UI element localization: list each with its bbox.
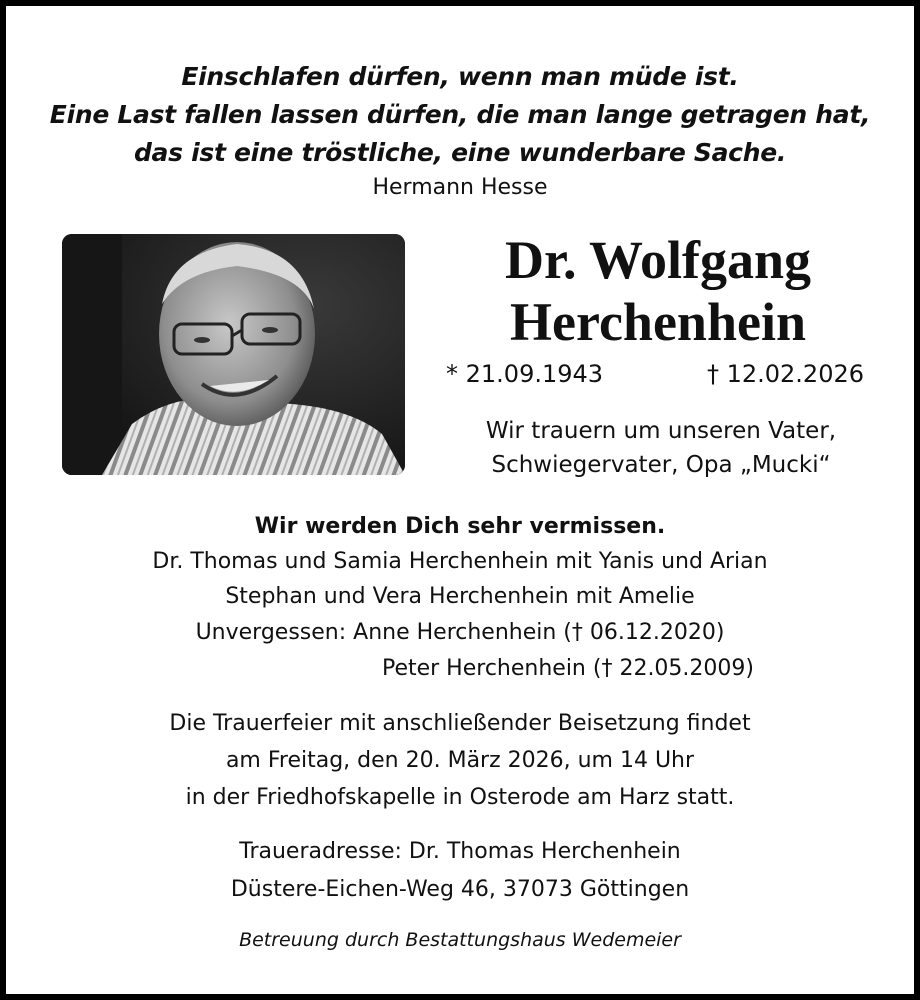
mourning-line-2: Schwiegervater, Opa „Mucki“ xyxy=(491,452,831,478)
family-line-3: Unvergessen: Anne Herchenhein († 06.12.2020) xyxy=(195,620,725,645)
life-dates xyxy=(446,358,886,390)
quote xyxy=(6,58,914,172)
death-date: † 12.02.2026 xyxy=(706,360,864,388)
mourning-text xyxy=(446,414,876,482)
birth-date: * 21.09.1943 xyxy=(446,360,604,388)
quote-line-2: Eine Last fallen lassen dürfen, die man lange getragen hat, xyxy=(49,100,871,129)
miss-statement: Wir werden Dich sehr vermissen. xyxy=(254,514,666,539)
quote-line-1: Einschlafen dürfen, wenn man müde ist. xyxy=(181,62,739,91)
ceremony-line-2: am Freitag, den 20. März 2026, um 14 Uhr xyxy=(225,748,695,773)
ceremony-line-1: Die Trauerfeier mit anschließender Beisetzung findet xyxy=(169,711,751,736)
deceased-name-first: Dr. Wolfgang xyxy=(504,230,812,290)
funeral-home-note: Betreuung durch Bestattungshaus Wedemeier xyxy=(239,929,681,951)
ceremony-line-3: in der Friedhofskapelle in Osterode am Harz statt. xyxy=(185,785,735,810)
family-line-2: Stephan und Vera Herchenhein mit Amelie xyxy=(225,584,695,609)
address-line-1: Traueradresse: Dr. Thomas Herchenhein xyxy=(239,839,681,864)
portrait-photo xyxy=(62,234,405,475)
address-line-2: Düstere-Eichen-Weg 46, 37073 Göttingen xyxy=(230,877,690,902)
mourning-line-1: Wir trauern um unseren Vater, xyxy=(485,418,837,444)
quote-line-3: das ist eine tröstliche, eine wunderbare Sache. xyxy=(133,138,787,167)
family-line-4: Peter Herchenhein († 22.05.2009) xyxy=(381,656,754,681)
deceased-name-last: Herchenhein xyxy=(510,292,806,352)
quote-author: Hermann Hesse xyxy=(372,175,548,200)
portrait-photo-icon xyxy=(62,234,405,475)
family-line-1: Dr. Thomas und Samia Herchenhein mit Yanis und Arian xyxy=(152,549,768,574)
